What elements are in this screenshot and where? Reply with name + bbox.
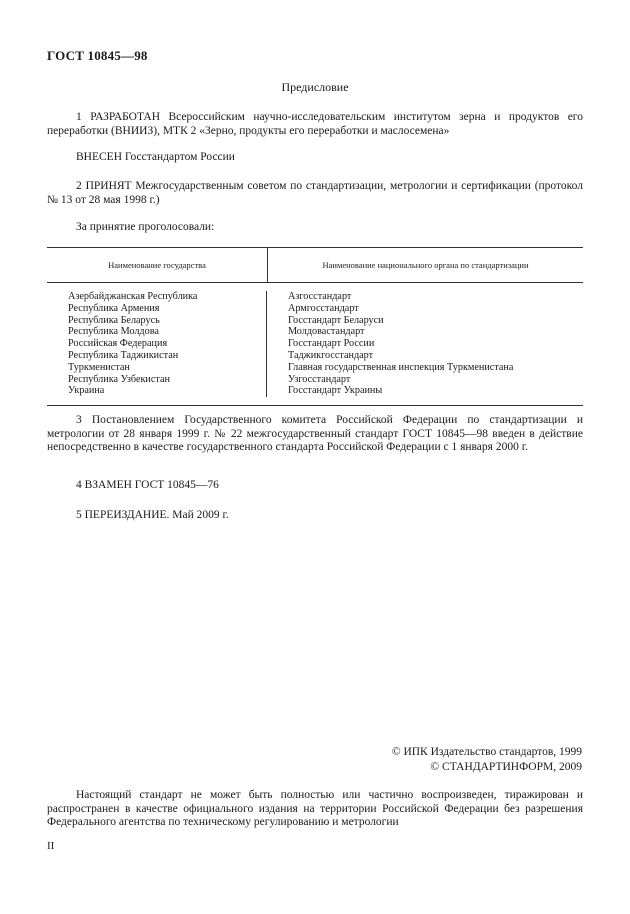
country-column <box>47 291 267 397</box>
reproduction-notice: Настоящий стандарт не может быть полностью или частично воспроизведен, тиражирован и распространен в качестве официального издания на территории Российской Федерации без разрешения Федерального агентства по техническому регулированию и метрологии <box>47 789 583 828</box>
table-body <box>47 283 583 406</box>
copyright-line-2: © СТАНДАРТИНФОРМ, 2009 <box>430 761 582 773</box>
standards-body-column <box>267 291 583 397</box>
header-country: Наименование государства <box>47 248 268 282</box>
table-cell-country: Республика Армения <box>68 302 160 314</box>
table-cell-standards-body: Госстандарт России <box>288 338 375 350</box>
header-standards-body: Наименование национального органа по стандартизации <box>322 260 529 270</box>
table-cell-standards-body: Молдовастандарт <box>288 326 365 338</box>
table-cell-standards-body: Узгосстандарт <box>288 373 351 385</box>
paragraph-introduced: ВНЕСЕН Госстандартом России <box>76 151 235 163</box>
paragraph-developed: 1 РАЗРАБОТАН Всероссийским научно-исследовательским институтом зерна и продуктов его переработки (ВНИИЗ), МТК 2 «Зерно, продукты его переработки и маслосемена» <box>47 111 583 137</box>
table-cell-country: Украина <box>68 385 105 397</box>
copyright-block <box>392 745 582 775</box>
table-cell-country: Республика Молдова <box>68 326 159 338</box>
paragraph-voted: За принятие проголосовали: <box>76 221 215 233</box>
paragraph-reissue: 5 ПЕРЕИЗДАНИЕ. Май 2009 г. <box>76 509 229 521</box>
section-title: Предисловие <box>281 80 349 94</box>
paragraph-adopted: 2 ПРИНЯТ Межгосударственным советом по стандартизации, метрологии и сертификации (протокол № 13 от 28 мая 1998 г.) <box>47 180 583 206</box>
table-cell-country: Республика Таджикистан <box>68 349 179 361</box>
table-cell-standards-body: Таджикгосстандарт <box>288 349 374 361</box>
table-cell-standards-body: Главная государственная инспекция Туркменистана <box>288 361 514 373</box>
table-cell-country: Туркменистан <box>68 361 130 373</box>
page-number: II <box>47 840 55 852</box>
table-cell-standards-body: Госстандарт Украины <box>288 385 383 397</box>
table-cell-country: Российская Федерация <box>68 338 168 350</box>
paragraph-replaces: 4 ВЗАМЕН ГОСТ 10845—76 <box>76 479 219 491</box>
table-cell-country: Республика Узбекистан <box>68 373 170 385</box>
paragraph-resolution: 3 Постановлением Государственного комитета Российской Федерации по стандартизации и метрологии от 28 января 1999 г. № 22 межгосударственный стандарт ГОСТ 10845—98 введен в действие непосредственно в качестве государственного стандарта Российской Федерации с 1 января 2000 г. <box>47 414 583 453</box>
table-header <box>47 248 583 282</box>
table-cell-country: Республика Беларусь <box>68 314 160 326</box>
document-id: ГОСТ 10845—98 <box>47 48 148 63</box>
copyright-line-1: © ИПК Издательство стандартов, 1999 <box>391 746 582 758</box>
table-cell-standards-body: Армгосстандарт <box>288 302 359 314</box>
table-cell-country: Азербайджанская Республика <box>68 291 198 302</box>
table-cell-standards-body: Госстандарт Беларуси <box>288 314 384 326</box>
voting-table <box>47 247 583 406</box>
table-cell-standards-body: Азгосстандарт <box>288 291 352 302</box>
